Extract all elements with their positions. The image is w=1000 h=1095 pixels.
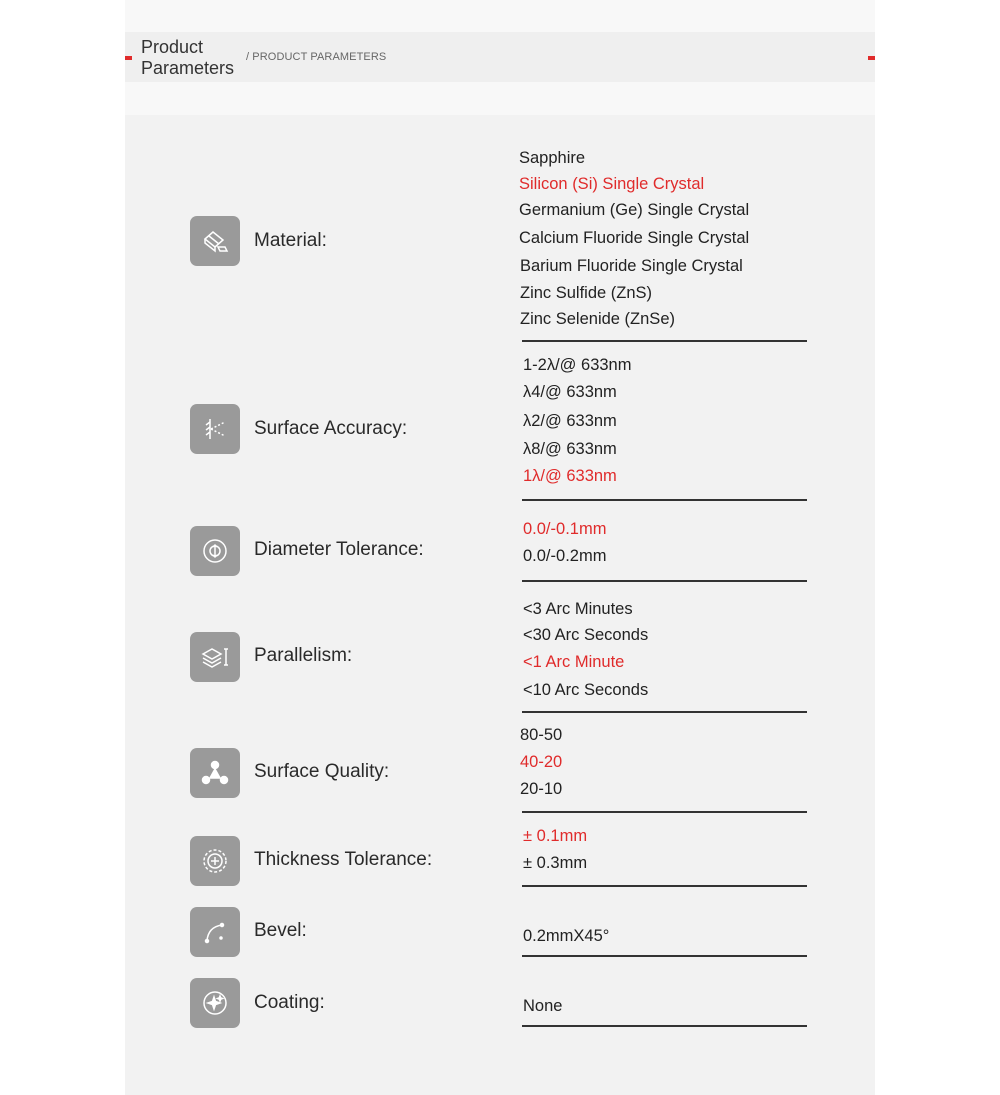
param-label: Material: [254, 230, 327, 251]
param-label: Surface Accuracy: [254, 418, 408, 439]
param-label: Bevel: [254, 920, 307, 941]
param-option[interactable]: 0.0/-0.2mm [523, 547, 607, 565]
param-option-selected[interactable]: 40-20 [520, 753, 563, 771]
param-option-selected[interactable]: ± 0.1mm [523, 827, 588, 845]
thickness-plus-icon [190, 836, 240, 886]
param-option[interactable]: 80-50 [520, 726, 563, 744]
parallel-layers-icon [190, 632, 240, 682]
param-option[interactable]: Germanium (Ge) Single Crystal [519, 201, 750, 219]
header-accent-left [125, 56, 132, 60]
section-title-line2: Parameters [141, 58, 235, 78]
param-option[interactable]: Sapphire [519, 149, 586, 167]
param-label: Diameter Tolerance: [254, 539, 424, 560]
molecule-icon [190, 748, 240, 798]
param-option[interactable]: Barium Fluoride Single Crystal [520, 257, 743, 275]
param-option[interactable]: 1-2λ/@ 633nm [523, 356, 632, 374]
section-header [125, 32, 875, 82]
row-divider [522, 885, 807, 887]
header-spacer [125, 82, 875, 115]
param-option[interactable]: <30 Arc Seconds [523, 626, 649, 644]
section-title [141, 37, 251, 79]
row-divider [522, 580, 807, 582]
param-option[interactable]: 20-10 [520, 780, 563, 798]
row-divider [522, 711, 807, 713]
param-option[interactable]: ± 0.3mm [523, 854, 588, 872]
param-option[interactable]: Calcium Fluoride Single Crystal [519, 229, 750, 247]
param-option-selected[interactable]: 0.0/-0.1mm [523, 520, 607, 538]
gem-stack-icon [190, 216, 240, 266]
diameter-icon [190, 526, 240, 576]
top-strip [125, 0, 875, 32]
parameters-list [125, 115, 875, 1095]
param-option[interactable]: None [523, 997, 563, 1015]
section-title-line1: Product [141, 37, 204, 57]
param-option-selected[interactable]: Silicon (Si) Single Crystal [519, 175, 705, 193]
row-divider [522, 1025, 807, 1027]
sparkle-coating-icon [190, 978, 240, 1028]
param-label: Coating: [254, 992, 325, 1013]
header-accent-right [868, 56, 875, 60]
surface-reflect-icon [190, 404, 240, 454]
param-option[interactable]: Zinc Selenide (ZnSe) [520, 310, 675, 328]
param-option[interactable]: <3 Arc Minutes [523, 600, 633, 618]
param-option[interactable]: λ2/@ 633nm [523, 412, 617, 430]
param-label: Thickness Tolerance: [254, 849, 433, 870]
section-subtitle: / PRODUCT PARAMETERS [246, 51, 387, 63]
row-divider [522, 955, 807, 957]
param-label: Surface Quality: [254, 761, 390, 782]
param-option[interactable]: Zinc Sulfide (ZnS) [520, 284, 653, 302]
row-divider [522, 340, 807, 342]
param-label: Parallelism: [254, 645, 353, 666]
param-option-selected[interactable]: <1 Arc Minute [523, 653, 625, 671]
row-divider [522, 811, 807, 813]
param-option[interactable]: <10 Arc Seconds [523, 681, 649, 699]
param-option-selected[interactable]: 1λ/@ 633nm [523, 467, 617, 485]
bevel-curve-icon [190, 907, 240, 957]
product-parameters-panel [125, 0, 875, 1095]
param-option[interactable]: 0.2mmX45° [523, 927, 610, 945]
param-option[interactable]: λ8/@ 633nm [523, 440, 617, 458]
param-option[interactable]: λ4/@ 633nm [523, 383, 617, 401]
row-divider [522, 499, 807, 501]
